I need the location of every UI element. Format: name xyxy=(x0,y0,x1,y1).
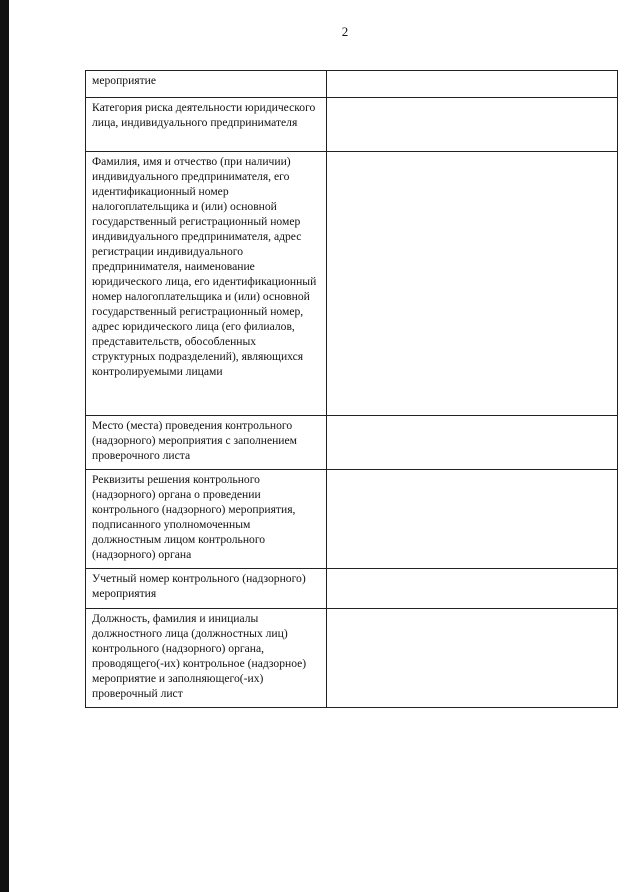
row-label: мероприятие xyxy=(86,71,327,98)
row-label: Место (места) проведения контрольного (надзорного) мероприятия с заполнением проверочного листа xyxy=(86,416,327,470)
row-value[interactable] xyxy=(327,470,618,569)
page-number: 2 xyxy=(341,24,349,39)
row-label: Реквизиты решения контрольного (надзорного) органа о проведении контрольного (надзорного) мероприятия, подписанного уполномоченным должностным лицом контрольного (надзорного) органа xyxy=(86,470,327,569)
row-value[interactable] xyxy=(327,416,618,470)
inspection-checklist-table xyxy=(85,70,618,708)
scan-left-edge xyxy=(0,0,9,892)
row-label: Фамилия, имя и отчество (при наличии) индивидуального предпринимателя, его идентификационный номер налогоплательщика и (или) основной государственный регистрационный номер индивидуального предпринимателя, адрес регистрации индивидуального предпринимателя, наименование юридического лица, его идентификационный номер налогоплательщика и (или) основной государственный регистрационный номер, адрес юридического лица (его филиалов, представительств, обособленных структурных подразделений), являющихся контролируемыми лицами xyxy=(86,152,327,416)
table-row xyxy=(86,98,618,152)
row-value[interactable] xyxy=(327,569,618,609)
table-row xyxy=(86,609,618,708)
row-label: Учетный номер контрольного (надзорного) мероприятия xyxy=(86,569,327,609)
row-label: Категория риска деятельности юридического лица, индивидуального предпринимателя xyxy=(86,98,327,152)
table-row xyxy=(86,470,618,569)
table-row xyxy=(86,416,618,470)
row-value[interactable] xyxy=(327,71,618,98)
row-value[interactable] xyxy=(327,609,618,708)
table-row xyxy=(86,569,618,609)
row-label: Должность, фамилия и инициалы должностного лица (должностных лиц) контрольного (надзорного) органа, проводящего(-их) контрольное (надзорное) мероприятие и заполняющего(-их) проверочный лист xyxy=(86,609,327,708)
row-value[interactable] xyxy=(327,152,618,416)
table-row xyxy=(86,71,618,98)
table-row xyxy=(86,152,618,416)
row-value[interactable] xyxy=(327,98,618,152)
